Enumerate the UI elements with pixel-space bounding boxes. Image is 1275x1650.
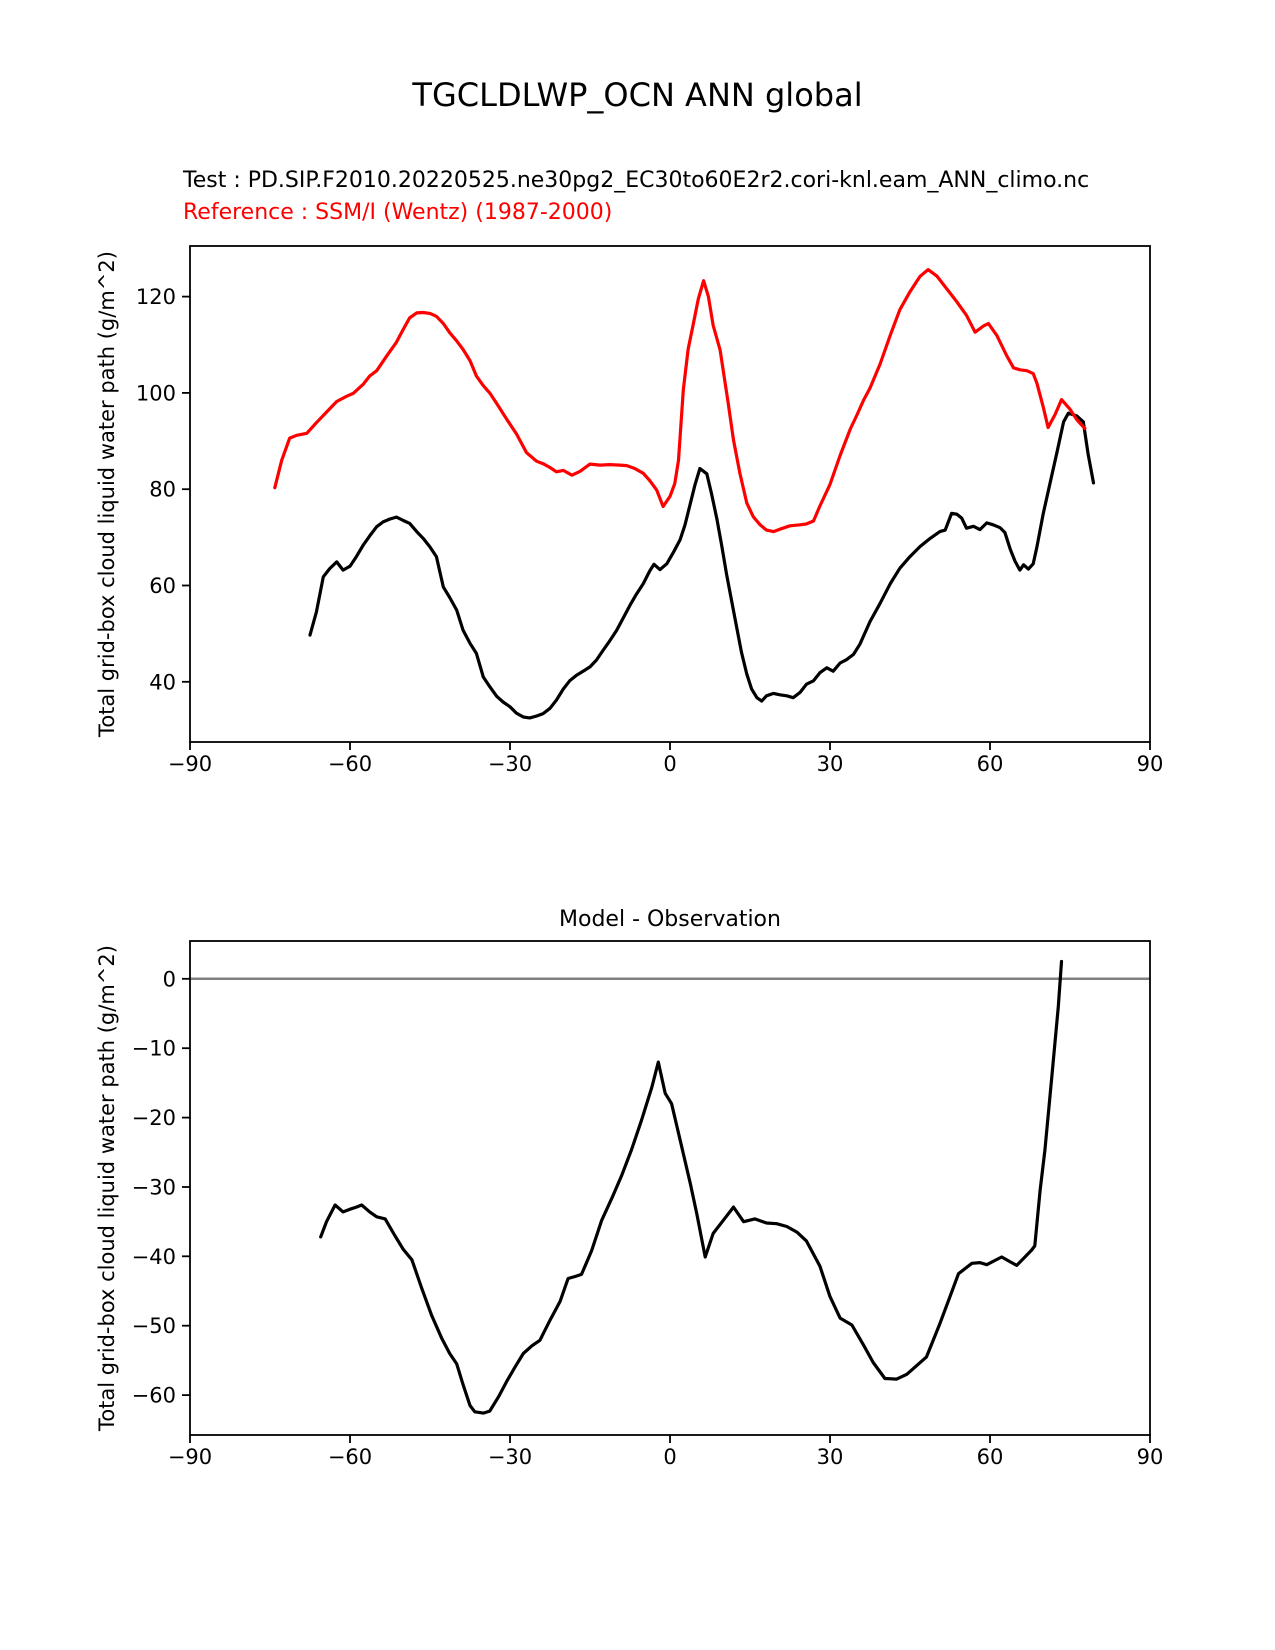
y-tick-label: −10 bbox=[131, 1036, 176, 1061]
x-tick-label: −60 bbox=[327, 752, 373, 777]
top-chart-y-axis bbox=[136, 285, 190, 694]
y-tick-label: −40 bbox=[131, 1244, 176, 1269]
y-tick-label: 100 bbox=[135, 381, 176, 406]
x-tick-label: −60 bbox=[327, 1445, 373, 1470]
figure-title: TGCLDLWP_OCN ANN global bbox=[412, 76, 863, 114]
x-tick-label: 30 bbox=[816, 1445, 844, 1470]
bottom-chart-y-axis-label: Total grid-box cloud liquid water path (g/m^2) bbox=[95, 945, 119, 1431]
x-tick-label: −30 bbox=[487, 1445, 533, 1470]
bottom-chart-y-axis bbox=[132, 967, 190, 1407]
x-tick-label: 0 bbox=[663, 1445, 677, 1470]
diff-plot-title: Model - Observation bbox=[559, 907, 781, 932]
y-tick-label: 120 bbox=[135, 285, 176, 310]
bottom-chart-x-axis bbox=[168, 1435, 1164, 1469]
bottom-chart-series-0-line bbox=[321, 962, 1062, 1414]
bottom-chart-axes-box bbox=[190, 941, 1150, 1435]
y-tick-label: 40 bbox=[149, 670, 176, 695]
y-tick-label: −20 bbox=[131, 1106, 176, 1131]
y-tick-label: −60 bbox=[131, 1383, 176, 1408]
x-tick-label: 30 bbox=[816, 752, 844, 777]
y-tick-label: 80 bbox=[149, 477, 176, 502]
x-tick-label: 60 bbox=[976, 752, 1004, 777]
x-tick-label: −90 bbox=[167, 752, 213, 777]
x-tick-label: 60 bbox=[976, 1445, 1004, 1470]
y-tick-label: −50 bbox=[131, 1314, 176, 1339]
test-dataset-label: Test : PD.SIP.F2010.20220525.ne30pg2_EC30to60E2r2.cori-knl.eam_ANN_climo.nc bbox=[183, 168, 1090, 193]
y-tick-label: −30 bbox=[131, 1175, 176, 1200]
top-chart bbox=[95, 246, 1163, 776]
top-chart-series-0-line bbox=[310, 413, 1094, 718]
top-chart-x-axis bbox=[168, 742, 1164, 776]
top-chart-series-1-line bbox=[275, 270, 1085, 532]
bottom-chart bbox=[95, 941, 1163, 1469]
top-chart-y-axis-label: Total grid-box cloud liquid water path (g/m^2) bbox=[95, 251, 119, 737]
y-tick-label: 60 bbox=[149, 574, 176, 598]
x-tick-label: −30 bbox=[487, 752, 533, 777]
x-tick-label: 0 bbox=[663, 752, 677, 777]
x-tick-label: 90 bbox=[1136, 752, 1164, 777]
y-tick-label: 0 bbox=[162, 967, 176, 992]
x-tick-label: −90 bbox=[167, 1445, 213, 1470]
reference-dataset-label: Reference : SSM/I (Wentz) (1987-2000) bbox=[183, 200, 613, 225]
x-tick-label: 90 bbox=[1136, 1445, 1164, 1470]
